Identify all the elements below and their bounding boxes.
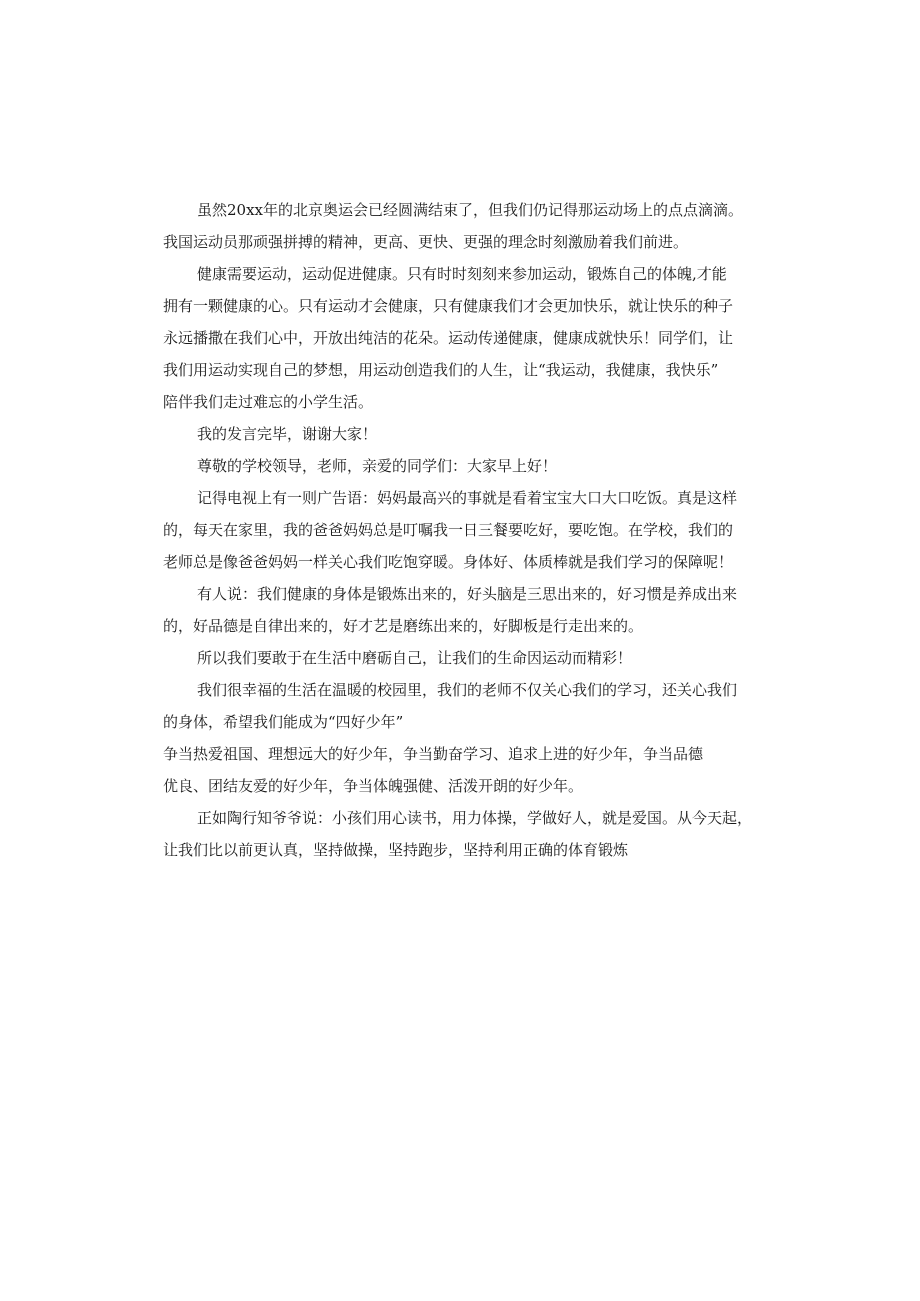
text-line: 优良、团结友爱的好少年，争当体魄强健、活泼开朗的好少年。 — [163, 777, 584, 795]
text-line: 我的发言完毕，谢谢大家！ — [197, 425, 378, 443]
text-line: 健康需要运动，运动促进健康。只有时时刻刻来参加运动，锻炼自己的体魄,才能 — [197, 265, 727, 283]
text-line: 拥有一颗健康的心。只有运动才会健康，只有健康我们才会更加快乐，就让快乐的种子 — [163, 297, 734, 315]
text-line: 陪伴我们走过难忘的小学生活。 — [163, 393, 374, 411]
text-line: 永远播撒在我们心中，开放出纯洁的花朵。运动传递健康，健康成就快乐！同学们，让 — [163, 329, 734, 347]
text-line: 争当热爱祖国、理想远大的好少年，争当勤奋学习、追求上进的好少年，争当品德 — [163, 745, 704, 763]
text-line: 老师总是像爸爸妈妈一样关心我们吃饱穿暖。身体好、体质棒就是我们学习的保障呢！ — [163, 553, 734, 571]
text-line: 的身体，希望我们能成为“四好少年” — [163, 713, 404, 731]
text-line: 我们用运动实现自己的梦想，用运动创造我们的人生，让“我运动，我健康，我快乐” — [163, 361, 719, 379]
text-line: 我国运动员那顽强拼搏的精神，更高、更快、更强的理念时刻激励着我们前进。 — [163, 233, 689, 251]
text-line: 正如陶行知爷爷说：小孩们用心读书，用力体操，学做好人，就是爱国。从今天起， — [197, 809, 753, 827]
text-line: 让我们比以前更认真，坚持做操，坚持跑步，坚持利用正确的体育锻炼 — [163, 841, 629, 859]
text-line: 所以我们要敢于在生活中磨砺自己，让我们的生命因运动而精彩！ — [197, 649, 633, 667]
text-line: 我们很幸福的生活在温暖的校园里，我们的老师不仅关心我们的学习，还关心我们 — [197, 681, 738, 699]
text-line: 有人说：我们健康的身体是锻炼出来的，好头脑是三思出来的，好习惯是养成出来 — [197, 585, 738, 603]
text-line: 尊敬的学校领导，老师，亲爱的同学们：大家早上好！ — [197, 457, 558, 475]
text-line: 的，每天在家里，我的爸爸妈妈总是叮嘱我一日三餐要吃好，要吃饱。在学校，我们的 — [163, 521, 734, 539]
text-line: 的，好品德是自律出来的，好才艺是磨练出来的，好脚板是行走出来的。 — [163, 617, 644, 635]
document-body — [163, 194, 763, 866]
text-line: 记得电视上有一则广告语：妈妈最高兴的事就是看着宝宝大口大口吃饭。真是这样 — [197, 489, 738, 507]
text-line: 虽然20xx年的北京奥运会已经圆满结束了，但我们仍记得那运动场上的点点滴滴。 — [197, 201, 744, 219]
